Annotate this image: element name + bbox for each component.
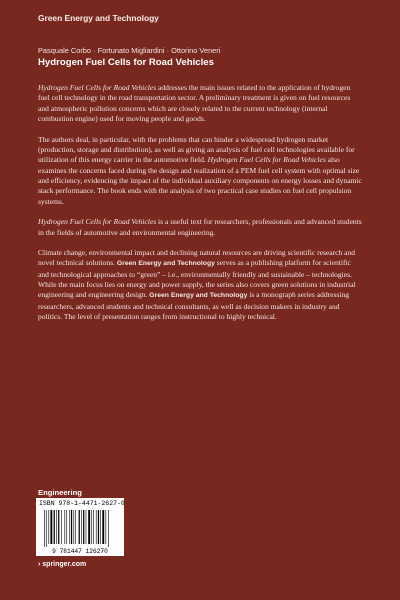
isbn-barcode [36,498,124,556]
barcode-bar [83,510,84,544]
blurb-text [38,83,362,332]
barcode-bar [100,510,101,544]
isbn-number: ISBN 978-1-4471-2627-0 [39,500,125,507]
barcode-bar [98,510,99,544]
barcode-bar [81,510,82,544]
blurb-paragraph-3 [38,217,362,238]
barcode-bar [71,510,72,544]
barcode-bar [91,510,92,544]
barcode-bar [96,510,97,544]
barcode-bar [93,510,94,544]
title-reference: Hydrogen Fuel Cells for Road Vehicles [38,217,157,227]
blurb-paragraph-2 [38,135,362,207]
series-name-inline: Green Energy and Technology [149,292,248,300]
barcode-bar [69,510,70,544]
barcode-bar [75,510,76,544]
barcode-bar [54,510,55,544]
blurb-text-span: The authors deal, in particular, with the problems that can hinder a widespread hydrogen market (production, storage and distribution), as well as giving an analysis of fuel cell technologies available for utilization of this energy carrier in the automotive field. [38,134,355,165]
barcode-bar [106,510,107,544]
barcode-bar [102,510,104,544]
title-reference: Hydrogen Fuel Cells for Road Vehicles [207,155,326,165]
series-text-span: is a monograph series addressing researchers, advanced students and technical consultants, as well as decision makers in industry and politics. The level of presentation ranges from instructional to highly technical. [38,290,350,322]
barcode-bar [44,510,45,547]
barcode-bar [108,510,109,547]
barcode-bar [88,510,90,544]
barcode-bar [73,510,74,544]
springer-link[interactable]: › springer.com [38,561,87,568]
barcode-bar [61,510,62,544]
authors: Pasquale Corbo · Fortunato Migliardini · Ottorino Veneri [38,46,221,55]
barcode-bar [46,510,47,547]
barcode-bar [49,510,50,544]
barcode-bar [56,510,57,544]
series-text-span: Climate change, environmental impact and declining natural resources are driving scientific research and novel technical solutions. [38,248,356,268]
series-name: Green Energy and Technology [38,13,159,23]
blurb-text-span: also examines the concerns faced during the design and realization of a PEM fuel cell system with optimal size and efficiency, evidencing the impact of the individual auxiliary components on energy losses and dynamic stack performance. The book ends with the analysis of two practical case studies on fuel cell propulsion systems. [38,155,362,206]
barcode-bar [64,510,65,544]
barcode-bar [86,510,87,544]
barcode-bar [66,510,67,544]
series-description [38,248,362,322]
barcode-bar [79,510,80,544]
barcode-digits: 9 781447 126270 [52,548,108,555]
series-text-span: serves as a publishing platform for scientific and technological approaches to “green” – i.e., environmentally friendly and sustainable – technologies. While the main focus lies on energy and power supply, the series also covers green solutions in industrial engineering and engineering design. [38,258,356,300]
barcode-bar [58,510,59,544]
blurb-text-span: addresses the main issues related to the application of hydrogen fuel cell technology in the road transportation sector. A preliminary treatment is given on fuel resources and atmospheric pollution concerns which are closely related to the current technology (internal combustion engine) used for moving people and goods. [38,83,351,124]
title-reference: Hydrogen Fuel Cells for Road Vehicles [38,83,157,92]
barcode-graphic [38,509,122,555]
series-name-inline: Green Energy and Technology [116,260,215,268]
blurb-text-span: is a useful text for researchers, professionals and advanced students in the fields of automotive and environmental engineering. [38,217,362,237]
subject-category: Engineering [38,488,82,497]
blurb-paragraph-1 [38,83,362,124]
barcode-bar [50,510,52,544]
book-title: Hydrogen Fuel Cells for Road Vehicles [38,57,214,68]
